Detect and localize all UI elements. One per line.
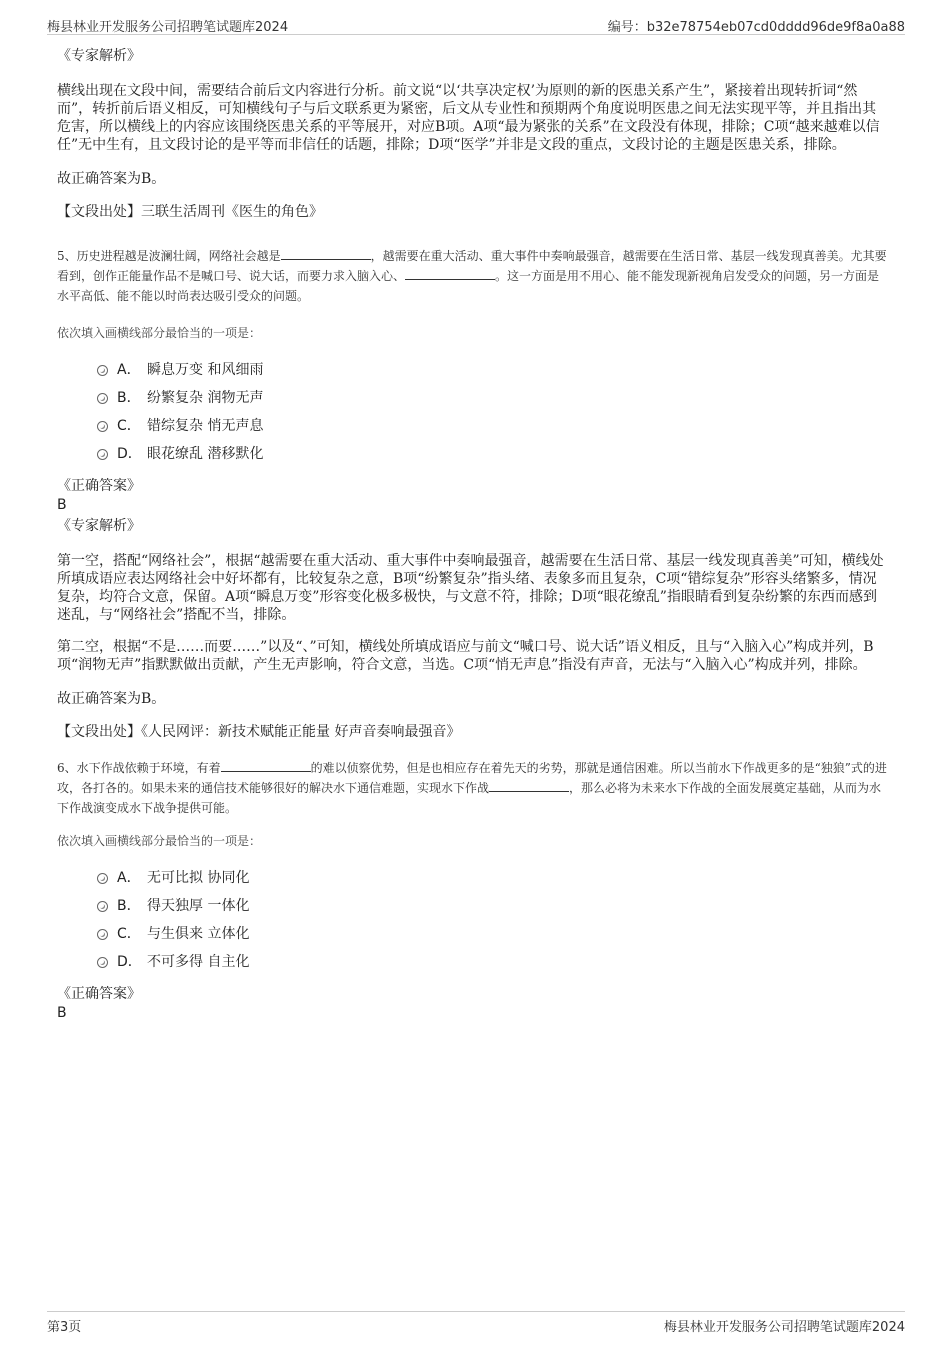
answer-value: B <box>57 1005 67 1021</box>
footer-title: 梅县林业开发服务公司招聘笔试题库2024 <box>663 1320 905 1335</box>
blank-line <box>405 267 495 280</box>
conclusion-text: 故正确答案为B。 <box>57 691 166 707</box>
option-letter: D． <box>117 954 142 970</box>
question-6-text: 6、水下作战依赖于环境，有着 的难以侦察优势，但是也相应存在着先天的劣势，那就是通信困难。所以当前水下作战更多的是“独狼”式的进攻，各打各的。如果未来的通信技术能够很好的解决水下通信难题，实现水下作战 ，那么必将为未来水下作战的全面发展奠定基础，从而为水下作战演变成水下战争提供可能。 <box>57 761 887 815</box>
radio-icon[interactable] <box>97 957 108 968</box>
option-a[interactable] <box>57 864 887 892</box>
analysis-text: 横线出现在文段中间，需要结合前后文内容进行分析。前文说“以‘共享决定权’为原则的新的医患关系产生”，紧接着出现转折词“然而”，转折前后语义相反，可知横线句子与后文联系更为紧密，后文从专业性和预期两个角度说明医患之间无法实现平等，并且指出其危害，所以横线上的内容应该围绕医患关系的平等展开，对应B项。A项“最为紧张的关系”在文段没有体现，排除；C项“越来越难以信任”无中生有，且文段讨论的是平等而非信任的话题，排除；D项“医学”并非是文段的重点，文段讨论的主题是医患关系，排除。 <box>57 83 880 153</box>
answer-label: 《正确答案》 <box>57 986 141 1002</box>
source-citation: 【文段出处】三联生活周刊《医生的角色》 <box>57 204 323 220</box>
question-6-options <box>57 864 887 976</box>
radio-icon[interactable] <box>97 393 108 404</box>
option-text: 瞬息万变 和风细雨 <box>147 362 264 378</box>
question-5-text: 5、历史进程越是波澜壮阔，网络社会越是 ，越需要在重大活动、重大事件中奏响最强音，越需要在生活日常、基层一线发现真善美。尤其要看到，创作正能量作品不是喊口号、说大话，而要力求入脑入心、 。这一方面是用不用心、能不能发现新视角启发受众的问题，另一方面是水平高低、能不能以时尚表达吸引受众的问题。 <box>57 249 887 303</box>
option-text: 眼花缭乱 潜移默化 <box>147 446 264 462</box>
source-citation: 【文段出处】《人民网评：新技术赋能正能量 好声音奏响最强音》 <box>57 724 461 740</box>
option-text: 不可多得 自主化 <box>147 954 250 970</box>
header-doc-id: 编号：b32e78754eb07cd0dddd96de9f8a0a88 <box>607 20 905 35</box>
blank-line <box>221 759 311 772</box>
option-letter: C． <box>117 926 141 942</box>
radio-icon[interactable] <box>97 365 108 376</box>
question-6-prompt: 依次填入画横线部分最恰当的一项是： <box>57 834 262 848</box>
option-b[interactable] <box>57 384 887 412</box>
blank-line <box>489 779 569 792</box>
option-c[interactable] <box>57 412 887 440</box>
question-5-prompt: 依次填入画横线部分最恰当的一项是： <box>57 326 262 340</box>
page-number: 第3页 <box>47 1320 82 1335</box>
option-d[interactable] <box>57 948 887 976</box>
answer-label: 《正确答案》 <box>57 478 141 494</box>
analysis-label: 《专家解析》 <box>57 518 141 534</box>
option-text: 无可比拟 协同化 <box>147 870 250 886</box>
option-text: 得天独厚 一体化 <box>147 898 250 914</box>
option-letter: B． <box>117 898 141 914</box>
header-title: 梅县林业开发服务公司招聘笔试题库2024 <box>47 20 289 35</box>
radio-icon[interactable] <box>97 421 108 432</box>
radio-icon[interactable] <box>97 901 108 912</box>
radio-icon[interactable] <box>97 449 108 460</box>
option-letter: D． <box>117 446 142 462</box>
page-footer <box>47 1311 905 1334</box>
option-letter: A． <box>117 362 141 378</box>
page-content <box>57 46 887 1022</box>
blank-line <box>281 247 371 260</box>
option-letter: B． <box>117 390 141 406</box>
analysis-label: 《专家解析》 <box>57 48 141 64</box>
conclusion-text: 故正确答案为B。 <box>57 171 166 187</box>
option-letter: A． <box>117 870 141 886</box>
option-b[interactable] <box>57 892 887 920</box>
answer-value: B <box>57 497 67 513</box>
option-c[interactable] <box>57 920 887 948</box>
option-text: 错综复杂 悄无声息 <box>147 418 264 434</box>
option-text: 纷繁复杂 润物无声 <box>147 390 264 406</box>
radio-icon[interactable] <box>97 929 108 940</box>
option-a[interactable] <box>57 356 887 384</box>
option-text: 与生俱来 立体化 <box>147 926 250 942</box>
option-d[interactable] <box>57 440 887 468</box>
option-letter: C． <box>117 418 141 434</box>
page-header <box>47 14 905 35</box>
analysis-text-1: 第一空，搭配“网络社会”，根据“越需要在重大活动、重大事件中奏响最强音，越需要在生活日常、基层一线发现真善美”可知，横线处所填成语应表达网络社会中好坏都有，比较复杂之意，B项“纷繁复杂”指头绪、表象多而且复杂，C项“错综复杂”形容头绪繁多，情况复杂，均符合文意，保留。A项“瞬息万变”形容变化极多极快，与文意不符，排除；D项“眼花缭乱”指眼睛看到复杂纷繁的东西而感到迷乱，与“网络社会”搭配不当，排除。 <box>57 553 884 623</box>
question-5-options <box>57 356 887 468</box>
analysis-text-2: 第二空，根据“不是……而要……”以及“、”可知，横线处所填成语应与前文“喊口号、说大话”语义相反，且与“入脑入心”构成并列，B项“润物无声”指默默做出贡献，产生无声影响，符合文意，当选。C项“悄无声息”指没有声音，无法与“入脑入心”构成并列，排除。 <box>57 639 874 673</box>
radio-icon[interactable] <box>97 873 108 884</box>
